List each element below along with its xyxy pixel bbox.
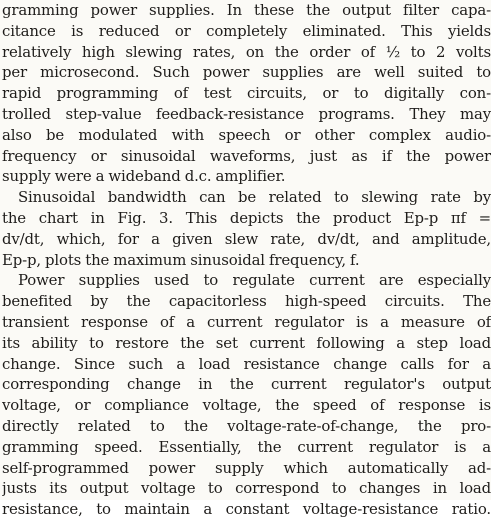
- text-line: dv/dt, which, for a given slew rate, dv/dt, and amplitude,: [2, 229, 491, 248]
- text-line: transient response of a current regulator is a measure of: [2, 312, 491, 331]
- paragraph-3: [2, 270, 491, 520]
- text-line: rapid programming of test circuits, or to digitally con-: [2, 84, 491, 103]
- text-line: per microsecond. Such power supplies are well suited to: [2, 63, 491, 82]
- text-line: justs its output voltage to correspond to changes in load: [2, 479, 491, 498]
- text-line: Ep-p, plots the maximum sinusoidal frequency, f.: [2, 250, 360, 269]
- paragraph-1: [2, 0, 491, 187]
- text-line: corresponding change in the current regulator's output: [2, 375, 491, 394]
- text-line: trolled step-value feedback-resistance programs. They may: [2, 104, 491, 123]
- text-line: gramming speed. Essentially, the current regulator is a: [2, 437, 491, 456]
- text-line: resistance, to maintain a constant voltage-resistance ratio.: [2, 500, 491, 519]
- text-line: Sinusoidal bandwidth can be related to slewing rate by: [18, 188, 491, 207]
- text-line: supply were a wideband d.c. amplifier.: [2, 167, 286, 186]
- text-line: benefited by the capacitorless high-speed circuits. The: [2, 292, 491, 311]
- text-line: also be modulated with speech or other complex audio-: [2, 125, 491, 144]
- paragraph-2: [2, 187, 491, 270]
- text-line: frequency or sinusoidal waveforms, just as if the power: [2, 146, 491, 165]
- text-line: self-programmed power supply which automatically ad-: [2, 458, 491, 477]
- text-line: gramming power supplies. In these the output filter capa-: [2, 1, 491, 19]
- text-line: its ability to restore the set current following a step load: [2, 333, 491, 352]
- text-line: relatively high slewing rates, on the order of ½ to 2 volts: [2, 42, 491, 61]
- text-line: directly related to the voltage-rate-of-change, the pro-: [2, 416, 491, 435]
- text-line: citance is reduced or completely eliminated. This yields: [2, 21, 491, 40]
- text-line: change. Since such a load resistance change calls for a: [2, 354, 491, 373]
- text-line: voltage, or compliance voltage, the speed of response is: [2, 396, 491, 415]
- text-line: Power supplies used to regulate current are especially: [18, 271, 491, 290]
- text-line: the chart in Fig. 3. This depicts the product Ep-p πf =: [2, 208, 491, 227]
